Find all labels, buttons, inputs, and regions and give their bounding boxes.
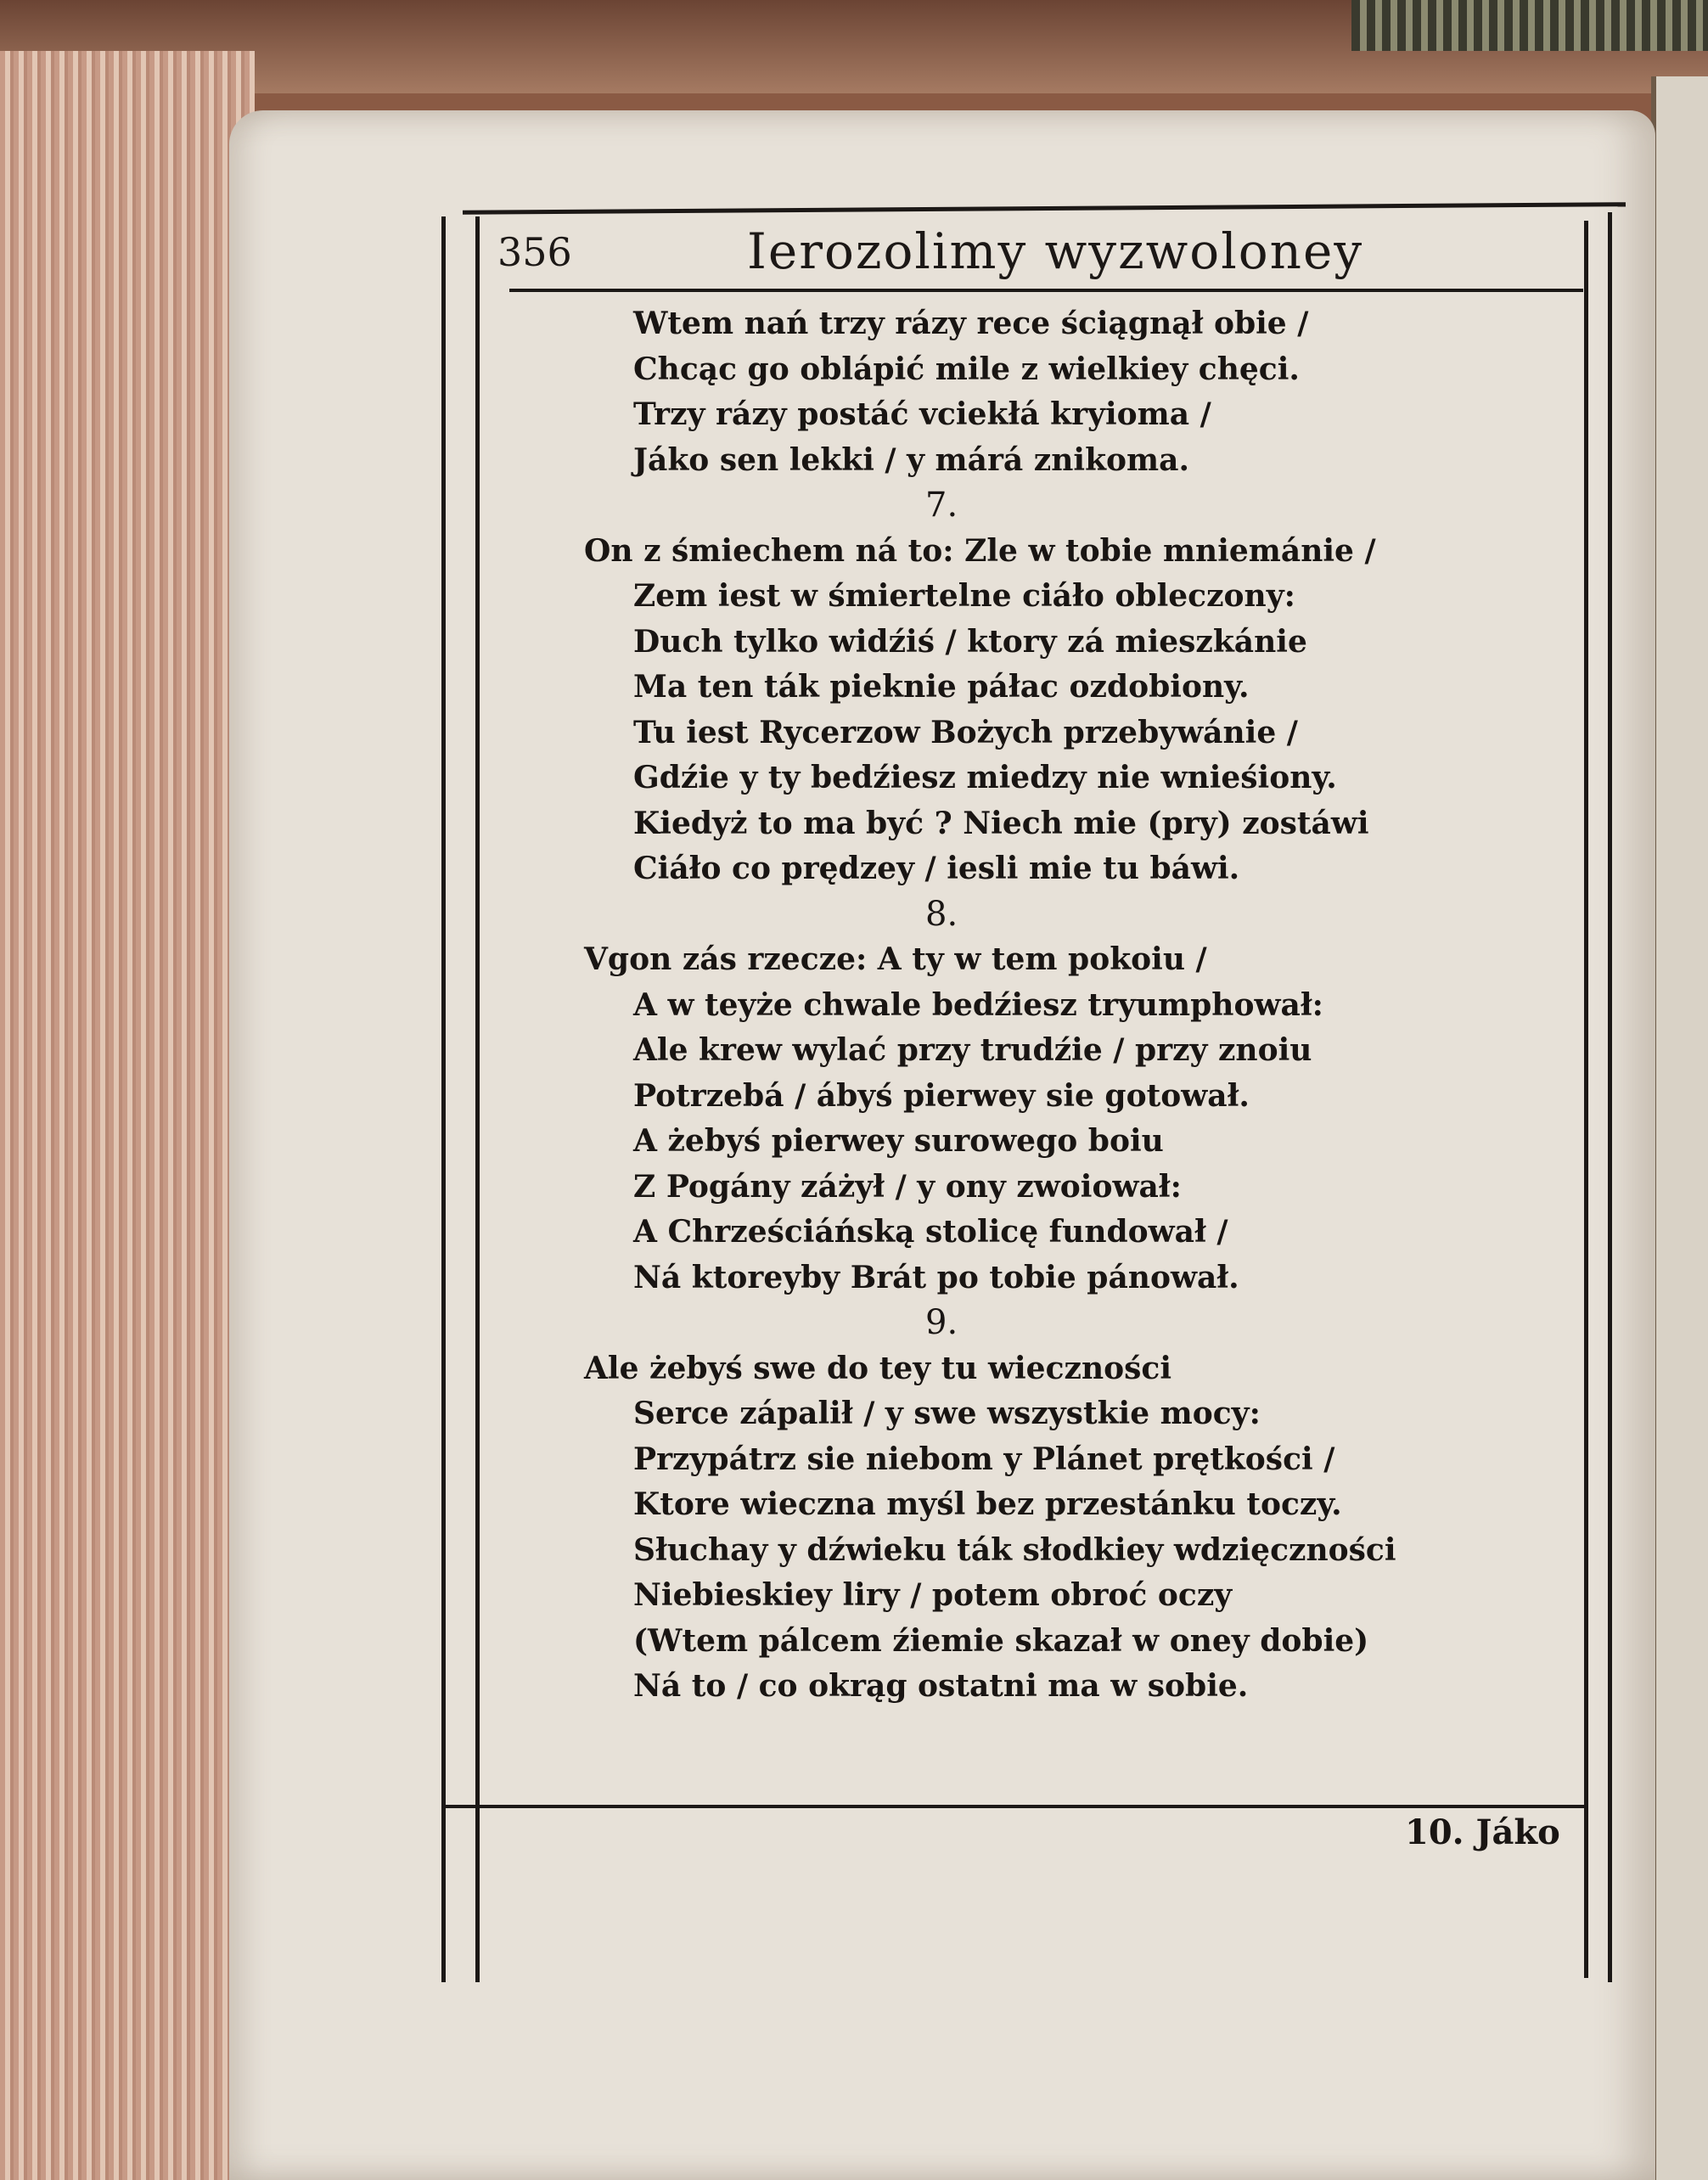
verse-line: Kiedyż to ma być ? Niech mie (pry) zostáwi xyxy=(633,805,1369,841)
verse-line: Zem iest w śmiertelne ciáło obleczony: xyxy=(633,578,1295,614)
verse-line: Jáko sen lekki / y márá znikoma. xyxy=(633,441,1189,478)
page-number: 356 xyxy=(497,229,572,275)
left-border-inner xyxy=(475,216,480,1982)
verse-line: Ciáło co prędzey / iesli mie tu báwi. xyxy=(633,851,1240,886)
stanza xyxy=(577,301,1579,483)
catchword: 10. Jáko xyxy=(1405,1812,1560,1852)
verse-line: Gdźie y ty bedźiesz miedzy nie wnieśiony. xyxy=(633,760,1337,795)
verse-line: A w teyże chwale bedźiesz tryumphował: xyxy=(633,986,1323,1023)
verse-line: Ktore wieczna myśl bez przestánku toczy. xyxy=(633,1486,1342,1522)
verse-line: Trzy rázy postáć vciekłá kryioma / xyxy=(633,396,1211,432)
verse-line: Duch tylko widźiś / ktory zá mieszkánie xyxy=(633,623,1307,660)
stanza xyxy=(577,483,1579,892)
running-title: Ierozolimy wyzwoloney xyxy=(747,222,1364,280)
right-border-outer xyxy=(1608,212,1612,1982)
right-border-inner xyxy=(1584,221,1588,1978)
facing-page xyxy=(1651,76,1708,2180)
verse-line: Ale żebyś swe do tey tu wieczności xyxy=(584,1350,1171,1386)
verse-line: Niebieskiey liry / potem obroć oczy xyxy=(633,1577,1233,1613)
verse-line: A żebyś pierwey surowego boiu xyxy=(633,1123,1164,1159)
verse-line: Ma ten ták pieknie páłac ozdobiony. xyxy=(633,669,1250,705)
stanza xyxy=(577,1301,1579,1710)
header-bottom-rule xyxy=(509,289,1583,292)
verse-line: On z śmiechem ná to: Zle w tobie mniemánie / xyxy=(584,532,1376,569)
stanza-number: 9. xyxy=(925,1303,958,1342)
verse-line: Tu iest Rycerzow Bożych przebywánie / xyxy=(633,714,1298,750)
verse-line: Słuchay y dźwieku ták słodkiey wdzięczności xyxy=(633,1531,1396,1568)
verse-line: Przypátrz sie niebom y Plánet prętkości / xyxy=(633,1441,1335,1477)
verse-line: (Wtem pálcem źiemie skazał w oney dobie) xyxy=(633,1622,1369,1659)
poem-text xyxy=(577,301,1579,1710)
stanza-number: 8. xyxy=(925,894,958,934)
left-border-outer xyxy=(441,216,446,1982)
verse-line: Chcąc go oblápić mile z wielkiey chęci. xyxy=(633,351,1300,387)
stanza xyxy=(577,892,1579,1301)
verse-line: A Chrześciáńską stolicę fundował / xyxy=(633,1214,1228,1250)
footer-rule xyxy=(446,1805,1587,1808)
verse-line: Z Pogány záżył / y ony zwoiował: xyxy=(633,1168,1182,1205)
verse-line: Vgon zás rzecze: A ty w tem pokoiu / xyxy=(584,941,1207,977)
verse-line: Wtem nań trzy rázy rece ściągnął obie / xyxy=(633,306,1309,341)
verse-line: Ale krew wylać przy trudźie / przy znoiu xyxy=(633,1032,1312,1068)
page-edges xyxy=(0,51,255,2180)
verse-line: Ná to / co okrąg ostatni ma w sobie. xyxy=(633,1668,1249,1704)
stanza-number: 7. xyxy=(925,486,958,525)
book-spine xyxy=(1351,0,1708,51)
verse-line: Ná ktoreyby Brát po tobie pánował. xyxy=(633,1259,1239,1295)
verse-line: Serce zápalił / y swe wszystkie mocy: xyxy=(633,1396,1261,1431)
verse-line: Potrzebá / ábyś pierwey sie gotował. xyxy=(633,1077,1250,1114)
